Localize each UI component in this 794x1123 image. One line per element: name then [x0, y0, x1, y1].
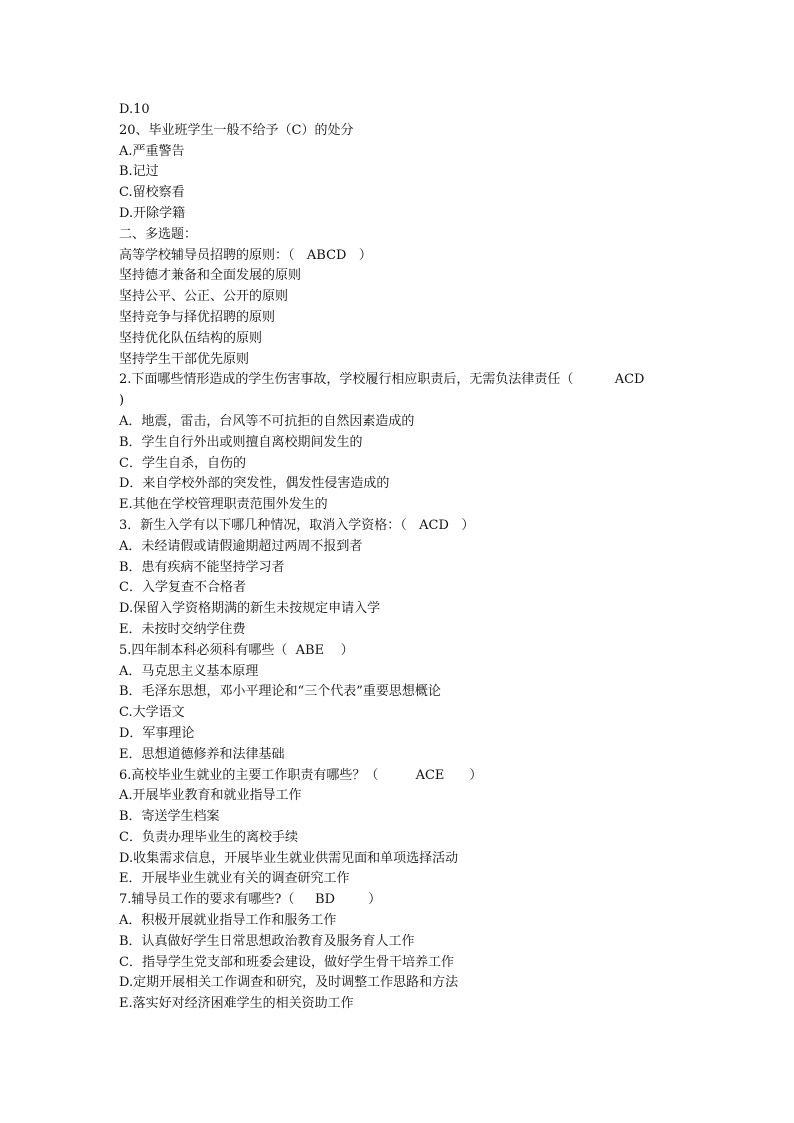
- option-line: B．毛泽东思想，邓小平理论和“三个代表”重要思想概论: [119, 684, 441, 700]
- question-7: 7.辅导员工作的要求有哪些?（ BD ）: [119, 892, 382, 908]
- question-2: 2.下面哪些情形造成的学生伤害事故，学校履行相应职责后，无需负法律责任（ ACD: [119, 372, 645, 388]
- option-line: A.严重警告: [119, 143, 185, 159]
- option-line: D．军事理论: [119, 725, 195, 741]
- option-line: B．寄送学生档案: [119, 809, 220, 825]
- option-line: C．指导学生党支部和班委会建设，做好学生骨干培养工作: [119, 954, 454, 970]
- question-20: 20、毕业班学生一般不给予（C）的处分: [119, 122, 354, 138]
- option-line: C．负责办理毕业生的离校手续: [119, 829, 298, 845]
- option-line: B.记过: [119, 164, 159, 180]
- document-page: [119, 100, 759, 1015]
- option-line: D.收集需求信息，开展毕业生就业供需见面和单项选择活动: [119, 850, 459, 866]
- option-line: C.留校察看: [119, 185, 185, 201]
- question-3: 3．新生入学有以下哪几种情况，取消入学资格：（ ACD ）: [119, 517, 475, 533]
- option-line: E.其他在学校管理职责范围外发生的: [119, 497, 328, 513]
- option-line: 坚持公平、公正、公开的原则: [119, 289, 289, 305]
- option-line: A．未经请假或请假逾期超过两周不报到者: [119, 538, 363, 554]
- option-line: B．患有疾病不能坚持学习者: [119, 559, 285, 575]
- option-line: 坚持学生干部优先原则: [119, 351, 250, 367]
- option-line: A．积极开展就业指导工作和服务工作: [119, 913, 337, 929]
- option-line: A．地震，雷击，台风等不可抗拒的自然因素造成的: [119, 413, 415, 429]
- section-heading: 二、多选题：: [119, 226, 198, 242]
- question-6: 6.高校毕业生就业的主要工作职责有哪些？（ ACE ）: [119, 767, 483, 783]
- option-line: B．认真做好学生日常思想政治教育及服务育人工作: [119, 933, 415, 949]
- option-line: 坚持德才兼备和全面发展的原则: [119, 268, 302, 284]
- option-line: 坚持竞争与择优招聘的原则: [119, 309, 276, 325]
- text-line: D.10: [119, 102, 150, 117]
- option-line: E．思想道德修养和法律基础: [119, 746, 285, 762]
- question-1: 高等学校辅导员招聘的原则：（ ABCD ）: [119, 247, 372, 263]
- option-line: E．开展毕业生就业有关的调查研究工作: [119, 871, 350, 887]
- option-line: A．马克思主义基本原理: [119, 663, 259, 679]
- option-line: C．学生自杀，自伤的: [119, 455, 246, 471]
- option-line: 坚持优化队伍结构的原则: [119, 330, 263, 346]
- question-5: 5.四年制本科必须科有哪些（ ABE ）: [119, 642, 354, 658]
- option-line: D.开除学籍: [119, 205, 186, 221]
- option-line: C．入学复查不合格者: [119, 580, 246, 596]
- option-line: D．来自学校外部的突发性，偶发性侵害造成的: [119, 476, 390, 492]
- option-line: E．未按时交纳学住费: [119, 621, 246, 637]
- question-2-continuation: ): [119, 393, 125, 409]
- option-line: E.落实好对经济困难学生的相关资助工作: [119, 996, 354, 1012]
- option-line: C.大学语文: [119, 705, 185, 721]
- option-line: D.保留入学资格期满的新生未按规定申请入学: [119, 601, 381, 617]
- option-line: A.开展毕业教育和就业指导工作: [119, 788, 302, 804]
- option-line: D.定期开展相关工作调查和研究，及时调整工作思路和方法: [119, 975, 459, 991]
- option-line: B．学生自行外出或则擅自离校期间发生的: [119, 434, 363, 450]
